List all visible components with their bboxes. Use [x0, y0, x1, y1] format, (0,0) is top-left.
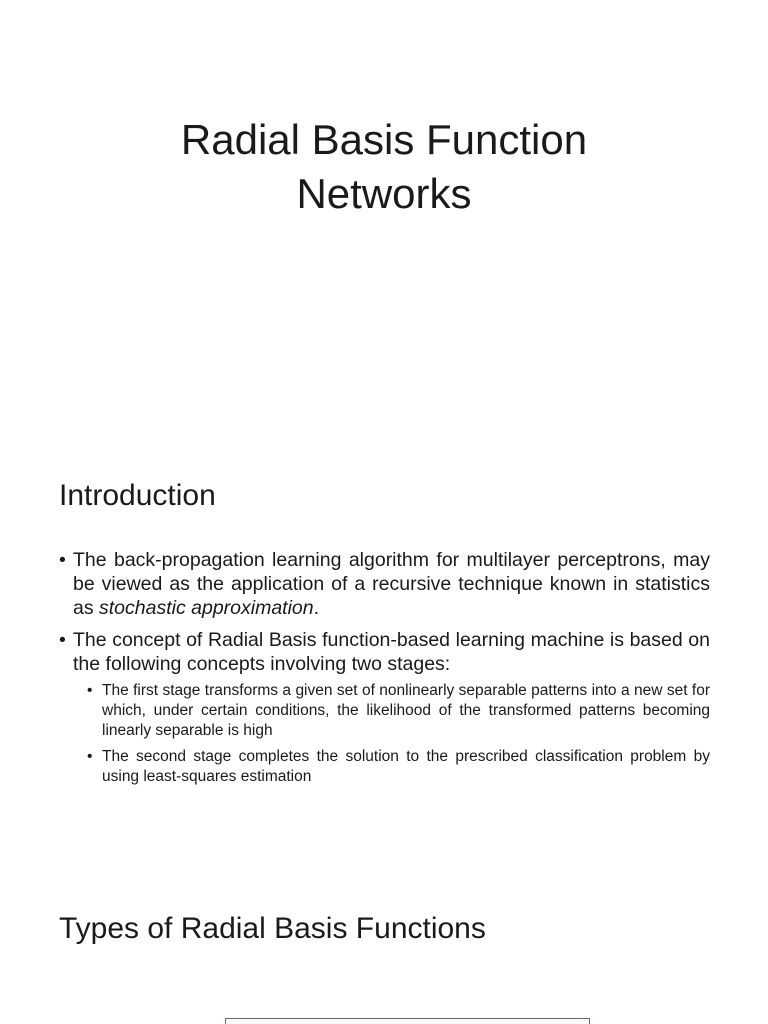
introduction-slide — [0, 432, 768, 864]
figure-image-cropped — [225, 1018, 590, 1024]
title-line-1: Radial Basis Function — [180, 116, 588, 163]
title-line-2: Networks — [296, 170, 472, 217]
sub-bullet-first-stage: • The first stage transforms a given set of nonlinearly separable patterns into a new set for which, under certain conditions, the likelihood of the transformed patterns becoming linearly separable is high — [87, 681, 710, 741]
types-slide — [0, 864, 768, 1024]
introduction-bullet-list — [59, 548, 710, 795]
bullet-rbf-concept — [59, 628, 710, 787]
types-heading: Types of Radial Basis Functions — [59, 912, 486, 945]
document-title — [0, 113, 768, 221]
bullet-1-end: . — [313, 597, 320, 619]
bullet-2-text: The concept of Radial Basis function-based learning machine is based on the following concepts involving two stages: — [73, 629, 710, 675]
stage-sub-bullet-list — [73, 681, 710, 787]
introduction-heading: Introduction — [59, 479, 216, 512]
bullet-backpropagation — [59, 548, 710, 620]
bullet-1-text: The back-propagation learning algorithm for multilayer perceptrons, may be viewed as the application of a recursive technique known in statistics as — [73, 549, 710, 619]
sub-bullet-second-stage: • The second stage completes the solution to the prescribed classification problem by using least-squares estimation — [87, 747, 710, 787]
bullet-1-emphasis: stochastic approximation — [99, 597, 314, 619]
title-slide — [0, 0, 768, 432]
